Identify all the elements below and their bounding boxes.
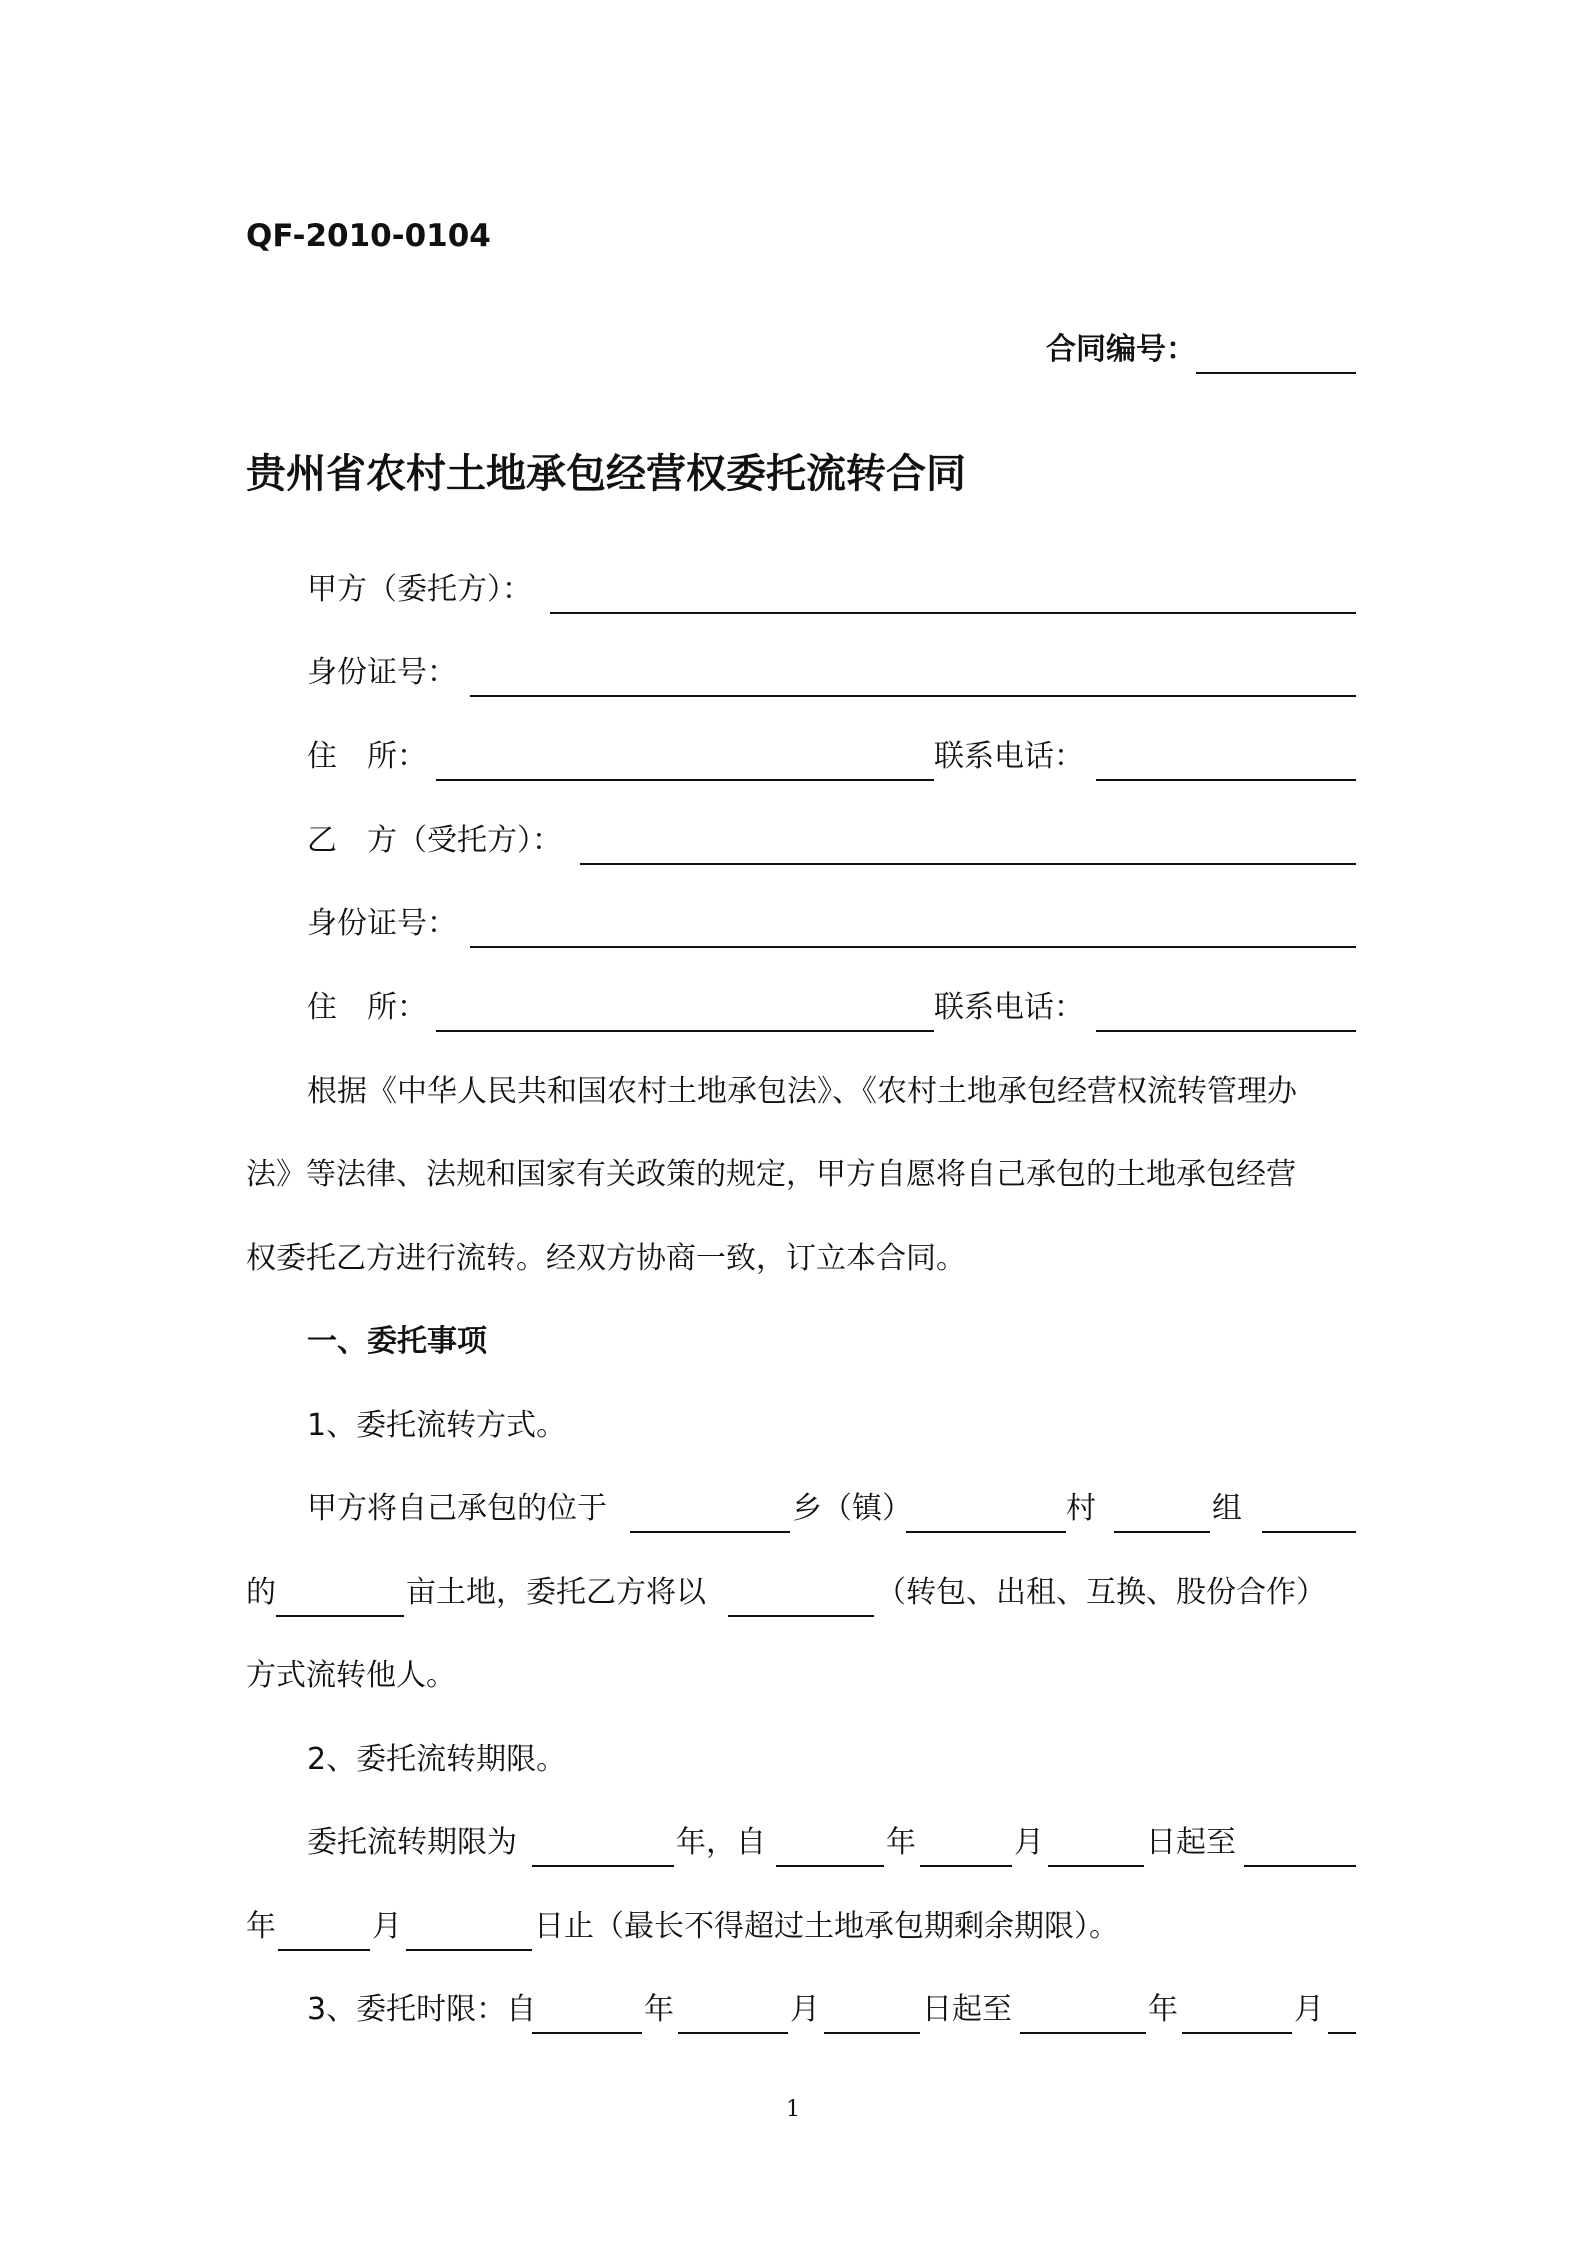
party-b-phone-label: 联系电话： <box>934 990 1084 1025</box>
end-year-field-line1[interactable] <box>1244 1865 1356 1867</box>
document-title: 贵州省农村土地承包经营权委托流转合同 <box>246 451 966 497</box>
party-a-phone-label: 联系电话： <box>934 739 1084 774</box>
township-label: 乡（镇） <box>792 1491 912 1526</box>
item-1-heading: 1、委托流转方式。 <box>307 1408 567 1443</box>
section-1-heading: 一、委托事项 <box>307 1324 487 1359</box>
mandate-start-year-label: 年 <box>644 1992 674 2027</box>
group-field[interactable] <box>1114 1531 1210 1533</box>
party-b-address-field[interactable] <box>436 1030 934 1032</box>
start-day-label: 日起至 <box>1146 1825 1236 1860</box>
party-b-label: 乙 方（受托方）： <box>307 823 562 858</box>
item-1-land-text: 亩土地，委托乙方将以 <box>406 1575 706 1610</box>
intro-line-3: 权委托乙方进行流转。经双方协商一致，订立本合同。 <box>246 1241 966 1276</box>
transfer-method-field[interactable] <box>728 1615 874 1617</box>
start-year-field[interactable] <box>776 1865 884 1867</box>
end-year-label: 年 <box>246 1909 276 1944</box>
end-day-label: 日止（最长不得超过土地承包期剩余期限）。 <box>534 1909 1119 1944</box>
party-a-phone-field[interactable] <box>1096 779 1356 781</box>
party-a-name-field[interactable] <box>550 612 1356 614</box>
mandate-start-month-field[interactable] <box>678 2032 788 2034</box>
mandate-start-day-label: 日起至 <box>922 1992 1012 2027</box>
mandate-end-month-label: 月 <box>1294 1992 1324 2027</box>
end-day-field[interactable] <box>406 1949 532 1951</box>
village-field[interactable] <box>906 1531 1066 1533</box>
item-2-prefix: 委托流转期限为 <box>307 1825 517 1860</box>
intro-line-2: 法》等法律、法规和国家有关政策的规定，甲方自愿将自己承包的土地承包经营 <box>246 1157 1296 1192</box>
mandate-start-month-label: 月 <box>790 1992 820 2027</box>
mandate-start-day-field[interactable] <box>824 2032 920 2034</box>
item-1-of: 的 <box>246 1575 276 1610</box>
village-label: 村 <box>1066 1491 1096 1526</box>
item-3-prefix: 3、委托时限：自 <box>307 1992 537 2027</box>
item-2-heading: 2、委托流转期限。 <box>307 1742 567 1777</box>
term-years-field[interactable] <box>532 1865 674 1867</box>
end-month-label: 月 <box>372 1909 402 1944</box>
contract-number-field[interactable] <box>1196 372 1356 374</box>
party-b-phone-field[interactable] <box>1096 1030 1356 1032</box>
area-field[interactable] <box>276 1615 404 1617</box>
party-b-id-label: 身份证号： <box>307 906 457 941</box>
end-month-field[interactable] <box>278 1949 370 1951</box>
start-year-label: 年 <box>886 1825 916 1860</box>
party-a-address-label: 住 所： <box>307 739 427 774</box>
party-a-id-field[interactable] <box>470 695 1356 697</box>
transfer-options: （转包、出租、互换、股份合作） <box>876 1575 1326 1610</box>
party-b-id-field[interactable] <box>470 946 1356 948</box>
term-year-from-label: 年，自 <box>676 1825 766 1860</box>
party-b-address-label: 住 所： <box>307 990 427 1025</box>
mandate-end-month-field[interactable] <box>1182 2032 1292 2034</box>
contract-number-label: 合同编号： <box>1046 332 1196 367</box>
document-code: QF-2010-0104 <box>246 218 491 254</box>
page-number: 1 <box>786 2097 800 2122</box>
group-extra-field[interactable] <box>1262 1531 1356 1533</box>
start-month-label: 月 <box>1014 1825 1044 1860</box>
mandate-end-year-field[interactable] <box>1020 2032 1146 2034</box>
start-day-field[interactable] <box>1048 1865 1144 1867</box>
party-a-address-field[interactable] <box>436 779 934 781</box>
intro-line-1: 根据《中华人民共和国农村土地承包法》、《农村土地承包经营权流转管理办 <box>307 1074 1297 1109</box>
group-label: 组 <box>1212 1491 1242 1526</box>
party-a-label: 甲方（委托方）： <box>307 572 532 607</box>
party-a-id-label: 身份证号： <box>307 655 457 690</box>
item-1-line-3: 方式流转他人。 <box>246 1658 456 1693</box>
township-field[interactable] <box>630 1531 790 1533</box>
item-1-prefix: 甲方将自己承包的位于 <box>307 1491 607 1526</box>
mandate-end-day-field[interactable] <box>1328 2032 1356 2034</box>
mandate-end-year-label: 年 <box>1148 1992 1178 2027</box>
party-b-name-field[interactable] <box>580 863 1356 865</box>
start-month-field[interactable] <box>920 1865 1012 1867</box>
mandate-start-year-field[interactable] <box>532 2032 642 2034</box>
